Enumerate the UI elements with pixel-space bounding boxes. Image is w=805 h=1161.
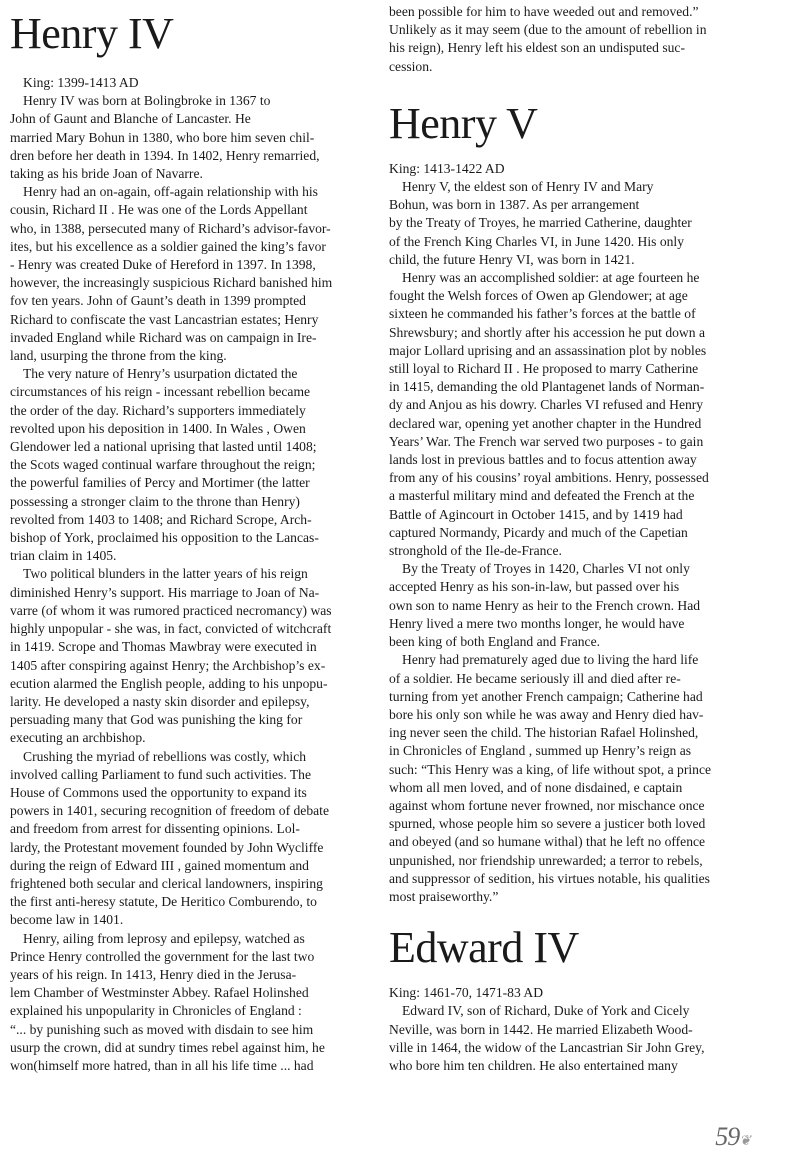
text-line: cession. — [389, 58, 433, 74]
text-line: Glendower led a national uprising that lasted until 1408; — [10, 439, 317, 455]
reign-dates: King: 1399-1413 AD — [23, 75, 139, 90]
text-line: in Chronicles of England , summed up Henry’s reign as — [389, 743, 692, 759]
text-line: 1405 after conspiring against Henry; the Archbishop’s ex- — [10, 657, 326, 673]
text-line: in 1419. Scrope and Thomas Mawbray were executed in — [10, 639, 317, 655]
text-line: won(himself more hatred, than in all his life time ... had — [10, 1057, 314, 1073]
text-line: the Scots waged continual warfare throughout the reign; — [10, 457, 316, 473]
text-line: major Lollard uprising and an assassination plot by nobles — [389, 342, 707, 358]
text-line: Henry was an accomplished soldier: at age fourteen he — [402, 270, 700, 286]
text-line: been possible for him to have weeded out and removed.” — [389, 4, 699, 19]
left-column — [10, 0, 388, 1075]
text-line: turning from yet another French campaign; Catherine had — [389, 688, 703, 704]
text-line: highly unpopular - she was, in fact, convicted of witchcraft — [10, 621, 332, 637]
text-line: trian claim in 1405. — [10, 548, 117, 564]
body-edward-iv — [389, 984, 767, 1075]
text-line: Edward IV, son of Richard, Duke of York and Cicely — [402, 1003, 690, 1019]
text-line: the first anti-heresy statute, De Heritico Comburendo, to — [10, 894, 317, 910]
text-line: revolted upon his deposition in 1400. In Wales , Owen — [10, 420, 306, 436]
reign-dates: King: 1461-70, 1471-83 AD — [389, 985, 544, 1001]
text-line: dren before her death in 1394. In 1402, Henry remarried, — [10, 147, 320, 163]
text-line: bore his only son while he was away and Henry died hav- — [389, 706, 704, 722]
text-line: who, in 1388, persecuted many of Richard’s advisor-favor- — [10, 220, 331, 236]
text-line: years of his reign. In 1413, Henry died in the Jerusa- — [10, 966, 297, 982]
text-line: ecution alarmed the English people, adding to his unpopu- — [10, 675, 328, 691]
text-line: who bore him ten children. He also entertained many — [389, 1057, 678, 1073]
text-line: been king of both England and France. — [389, 634, 601, 650]
text-line: taking as his bride Joan of Navarre. — [10, 166, 203, 182]
text-line: from any of his cousins’ royal ambitions. Henry, possessed — [389, 470, 709, 486]
text-line: Richard to confiscate the vast Lancastrian estates; Henry — [10, 311, 319, 327]
text-line: a masterful military mind and defeated the French at the — [389, 488, 695, 504]
text-line: declared war, opening yet another chapter in the Hundred — [389, 415, 702, 431]
text-line: powers in 1401, securing recognition of freedom of debate — [10, 803, 329, 819]
text-line: child, the future Henry VI, was born in 1421. — [389, 251, 635, 267]
text-line: accepted Henry as his son-in-law, but passed over his — [389, 579, 680, 595]
text-line: captured Normandy, Picardy and much of the Capetian — [389, 524, 688, 540]
text-line: Prince Henry controlled the government for the last two — [10, 948, 315, 964]
text-line: Henry IV was born at Bolingbroke in 1367 to — [23, 93, 271, 109]
heading-henry-iv: Henry IV — [10, 9, 174, 58]
text-line: “... by punishing such as moved with disdain to see him — [10, 1021, 314, 1037]
text-line: circumstances of his reign - incessant rebellion became — [10, 384, 311, 400]
text-line: most praiseworthy.” — [389, 888, 499, 904]
reign-dates: King: 1413-1422 AD — [389, 160, 505, 176]
text-line: cousin, Richard II . He was one of the Lords Appellant — [10, 202, 308, 218]
text-line: explained his unpopularity in Chronicles of England : — [10, 1003, 302, 1019]
text-line: lardy, the Protestant movement founded by John Wycliffe — [10, 839, 324, 855]
body-henry-iv-continued — [389, 3, 767, 76]
text-line: against whom fortune never frowned, nor mischance once — [389, 797, 705, 813]
text-line: Battle of Agincourt in October 1415, and by 1419 had — [389, 506, 683, 522]
page-number-value: 59 — [715, 1122, 740, 1151]
text-line: fov ten years. John of Gaunt’s death in 1399 prompted — [10, 293, 306, 309]
text-line: revolted from 1403 to 1408; and Richard Scrope, Arch- — [10, 511, 312, 527]
text-line: Henry lived a mere two months longer, he would have — [389, 615, 685, 631]
text-line: become law in 1401. — [10, 912, 124, 928]
text-line: married Mary Bohun in 1380, who bore him seven chil- — [10, 129, 315, 145]
text-line: - Henry was created Duke of Hereford in 1397. In 1398, — [10, 257, 316, 273]
text-line: land, usurping the throne from the king. — [10, 348, 227, 364]
text-line: Neville, was born in 1442. He married Elizabeth Wood- — [389, 1021, 693, 1037]
text-line: Years’ War. The French war served two purposes - to gain — [389, 433, 704, 449]
text-line: usurp the crown, did at sundry times rebel against him, he — [10, 1039, 325, 1055]
right-column — [389, 0, 767, 1075]
text-line: Bohun, was born in 1387. As per arrangement — [389, 197, 640, 213]
heading-henry-v: Henry V — [389, 98, 538, 148]
body-henry-v — [389, 160, 767, 906]
body-henry-iv — [10, 74, 388, 1075]
text-line: however, the increasingly suspicious Richard banished him — [10, 275, 333, 291]
text-line: the powerful families of Percy and Mortimer (the latter — [10, 475, 310, 491]
text-line: lem Chamber of Westminster Abbey. Rafael Holinshed — [10, 985, 309, 1001]
text-line: own son to name Henry as heir to the French crown. Had — [389, 597, 701, 613]
text-line: larity. He developed a nasty skin disorder and epilepsy, — [10, 693, 310, 709]
text-line: persuading many that God was punishing the king for — [10, 712, 303, 728]
text-line: spurned, whose people him so severe a justicer both loved — [389, 816, 706, 832]
text-line: during the reign of Edward III , gained momentum and — [10, 857, 309, 873]
text-line: still loyal to Richard II . He proposed to marry Catherine — [389, 361, 699, 377]
text-line: varre (of whom it was rumored practiced necromancy) was — [10, 602, 332, 618]
text-line: The very nature of Henry’s usurpation dictated the — [23, 366, 298, 382]
text-line: frightened both secular and clerical landowners, inspiring — [10, 875, 323, 891]
text-line: his reign), Henry left his eldest son an undisputed suc- — [389, 40, 685, 56]
text-line: and freedom from arrest for dissenting opinions. Lol- — [10, 821, 300, 837]
page-number — [715, 1122, 750, 1152]
text-line: House of Commons used the opportunity to expand its — [10, 784, 307, 800]
text-line: whom all men loved, and of none disdained, e captain — [389, 779, 683, 795]
text-line: and obeyed (and so humane withal) that he left no offence — [389, 834, 706, 850]
text-line: Crushing the myriad of rebellions was costly, which — [23, 748, 307, 764]
text-line: dy and Anjou as his dowry. Charles VI refused and Henry — [389, 397, 704, 413]
text-line: ing never seen the child. The historian Rafael Holinshed, — [389, 725, 699, 741]
text-line: by the Treaty of Troyes, he married Catherine, daughter — [389, 215, 692, 231]
text-line: invaded England while Richard was on campaign in Ire- — [10, 329, 317, 345]
text-line: fought the Welsh forces of Owen ap Glendower; at age — [389, 288, 688, 304]
text-line: Unlikely as it may seem (due to the amount of rebellion in — [389, 22, 707, 38]
text-line: Henry V, the eldest son of Henry IV and Mary — [402, 179, 654, 195]
text-line: the order of the day. Richard’s supporters immediately — [10, 402, 306, 418]
text-line: involved calling Parliament to fund such activities. The — [10, 766, 312, 782]
heading-edward-iv: Edward IV — [389, 923, 579, 973]
text-line: of the French King Charles VI, in June 1420. His only — [389, 233, 685, 249]
text-line: and suppressor of sedition, his virtues notable, his qualities — [389, 870, 710, 886]
text-line: of a soldier. He became seriously ill and died after re- — [389, 670, 681, 686]
text-line: executing an archbishop. — [10, 730, 146, 746]
text-line: unpunished, nor friendship unrewarded; a terror to rebels, — [389, 852, 703, 868]
text-line: such: “This Henry was a king, of life without spot, a prince — [389, 761, 712, 777]
text-line: sixteen he commanded his father’s forces at the battle of — [389, 306, 696, 322]
text-line: diminished Henry’s support. His marriage to Joan of Na- — [10, 584, 320, 600]
text-line: bishop of York, proclaimed his opposition to the Lancas- — [10, 530, 319, 546]
text-line: John of Gaunt and Blanche of Lancaster. He — [10, 111, 251, 127]
text-line: ville in 1464, the widow of the Lancastrian Sir John Grey, — [389, 1039, 705, 1055]
flourish-icon: ❦ — [739, 1134, 750, 1149]
text-line: Two political blunders in the latter years of his reign — [23, 566, 308, 582]
text-line: Henry, ailing from leprosy and epilepsy, watched as — [23, 930, 305, 946]
text-line: Henry had prematurely aged due to living the hard life — [402, 652, 699, 668]
text-line: lands lost in previous battles and to focus attention away — [389, 452, 697, 468]
text-line: Henry had an on-again, off-again relationship with his — [23, 184, 318, 200]
text-line: ites, but his excellence as a soldier gained the king’s favor — [10, 238, 326, 254]
text-line: possessing a stronger claim to the throne than Henry) — [10, 493, 300, 509]
text-line: By the Treaty of Troyes in 1420, Charles VI not only — [402, 561, 690, 577]
text-line: in 1415, demanding the old Plantagenet lands of Norman- — [389, 379, 705, 395]
text-line: stronghold of the Ile-de-France. — [389, 543, 562, 559]
text-line: Shrewsbury; and shortly after his accession he put down a — [389, 324, 705, 340]
